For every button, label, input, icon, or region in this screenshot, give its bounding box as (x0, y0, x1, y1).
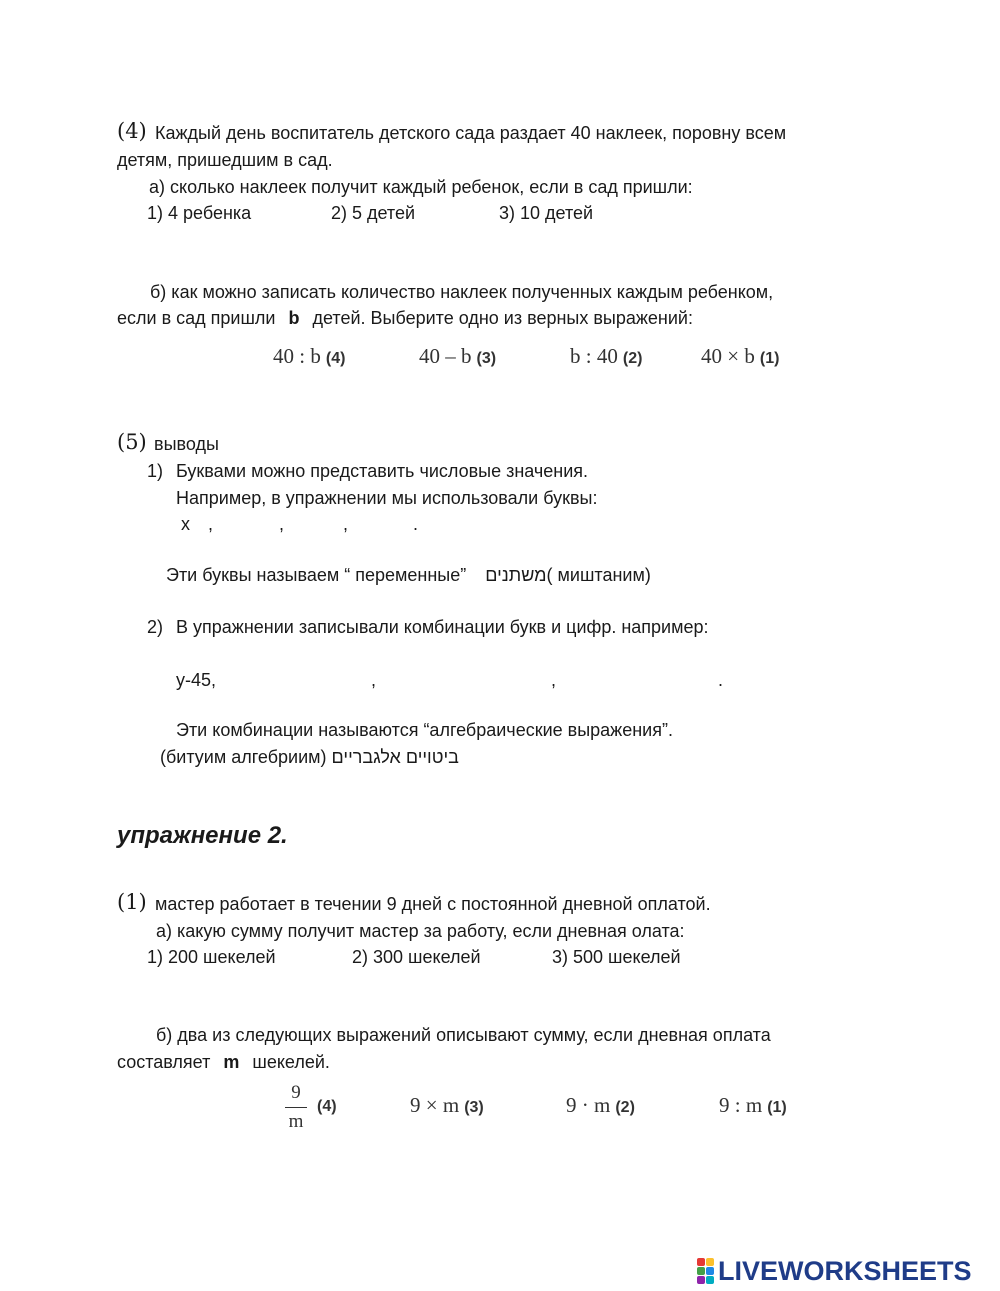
task4-option-3: 3) 10 детей (499, 203, 594, 223)
letter-separator: , (208, 514, 214, 534)
exercise2-part-b-line1: б) два из следующих выражений описывают сумму, если дневная оплата (156, 1025, 771, 1045)
task5-marker: (5) (117, 430, 147, 454)
exercise2-part-b-line2 (117, 1053, 330, 1071)
example-separator: , (371, 670, 377, 690)
task4-intro-line2: детям, пришедшим в сад. (117, 150, 333, 170)
variables-pre: Эти буквы называем “ переменные” (166, 565, 467, 585)
exercise2-expression-1[interactable] (410, 1095, 484, 1116)
fraction-bar (285, 1107, 307, 1108)
letter-separator: . (413, 514, 419, 534)
task4-expression-2[interactable] (419, 346, 496, 367)
task4-part-b-line1: б) как можно записать количество наклеек полученных каждым ребенком, (150, 282, 774, 302)
task4-part-b-variable: b (288, 308, 300, 328)
liveworksheets-logo[interactable] (697, 1257, 972, 1285)
variables-hebrew: משתנים (485, 565, 547, 585)
algebraic-ru: (битуим алгебриим) (160, 747, 327, 767)
task4-intro-line1: Каждый день воспитатель детского сада раздает 40 наклеек, поровну всем (155, 123, 787, 143)
letter-separator: , (343, 514, 349, 534)
exercise2-option-1: 1) 200 шекелей (147, 947, 276, 967)
task4-part-b-pre: если в сад пришли (117, 308, 276, 328)
exercise2-expression-2[interactable] (566, 1095, 635, 1116)
exercise2-heading: упражнение 2. (117, 822, 288, 849)
expression-text: 40 : b (273, 344, 321, 368)
expression-number: (4) (325, 350, 346, 367)
algebraic-line: Эти комбинации называются “алгебраические выражения”. (176, 720, 673, 740)
letter-x: x (181, 514, 190, 534)
expression-number: (2) (615, 1099, 635, 1116)
task4-expression-1[interactable] (273, 346, 345, 367)
logo-tile (706, 1267, 714, 1275)
logo-tile (697, 1258, 705, 1266)
exercise2-task1-marker: (1) (117, 890, 147, 914)
expression-text: 9 × m (410, 1093, 460, 1117)
example-separator: , (551, 670, 557, 690)
expression-text: 9 · m (566, 1093, 611, 1117)
variables-post: ( миштаним) (546, 565, 651, 585)
exercise2-part-b-post: шекелей. (252, 1052, 330, 1072)
fraction-numerator: 9 (291, 1082, 301, 1103)
task4-expression-3[interactable] (570, 346, 642, 367)
exercise2-task1-line: мастер работает в течении 9 дней с постоянной дневной оплатой. (155, 894, 711, 914)
example-first: y-45, (176, 670, 217, 690)
fraction-denominator: m (288, 1111, 304, 1132)
letter-separator: , (279, 514, 285, 534)
expression-text: 9 : m (719, 1093, 763, 1117)
expression-text: 40 × b (701, 344, 755, 368)
logo-tile (706, 1258, 714, 1266)
logo-tile (697, 1276, 705, 1284)
task4-marker: (4) (117, 119, 147, 143)
exercise2-part-a: а) какую сумму получит мастер за работу, если дневная олата: (156, 921, 685, 941)
exercise2-option-2: 2) 300 шекелей (352, 947, 481, 967)
exercise2-fraction-number: (4) (317, 1098, 337, 1115)
logo-tile (697, 1267, 705, 1275)
exercise2-option-3: 3) 500 шекелей (552, 947, 681, 967)
expression-text: b : 40 (570, 344, 618, 368)
variables-line (166, 566, 651, 584)
task4-expression-4[interactable] (701, 346, 779, 367)
expression-number: (3) (464, 1099, 484, 1116)
algebraic-translation (160, 748, 459, 766)
task5-item1-line2: Например, в упражнении мы использовали буквы: (176, 488, 598, 508)
exercise2-expression-3[interactable] (719, 1095, 787, 1116)
task5-item1-number: 1) (147, 461, 164, 481)
logo-tile (706, 1276, 714, 1284)
task5-title: выводы (154, 434, 219, 454)
logo-text: LIVEWORKSHEETS (718, 1255, 972, 1286)
exercise2-part-b-variable: m (223, 1052, 240, 1072)
task4-option-1: 1) 4 ребенка (147, 203, 252, 223)
exercise2-part-b-pre: составляет (117, 1052, 211, 1072)
expression-number: (2) (622, 350, 643, 367)
task4-part-a: а) сколько наклеек получит каждый ребенок, если в сад пришли: (149, 177, 693, 197)
expression-text: 40 – b (419, 344, 472, 368)
expression-number: (1) (759, 350, 780, 367)
algebraic-hebrew: ביטויים אלגבריים (331, 747, 459, 767)
task5-item2-line1: В упражнении записывали комбинации букв и цифр. например: (176, 617, 709, 637)
task5-item1-line1: Буквами можно представить числовые значения. (176, 461, 589, 481)
expression-number: (3) (476, 350, 497, 367)
task5-item2-number: 2) (147, 617, 164, 637)
task4-part-b-post: детей. Выберите одно из верных выражений: (312, 308, 693, 328)
task4-option-2: 2) 5 детей (331, 203, 416, 223)
logo-mark-icon (697, 1258, 714, 1284)
exercise2-fraction[interactable] (285, 1082, 307, 1133)
task4-part-b-line2 (117, 309, 693, 327)
example-separator: . (718, 670, 724, 690)
expression-number: (1) (767, 1099, 787, 1116)
